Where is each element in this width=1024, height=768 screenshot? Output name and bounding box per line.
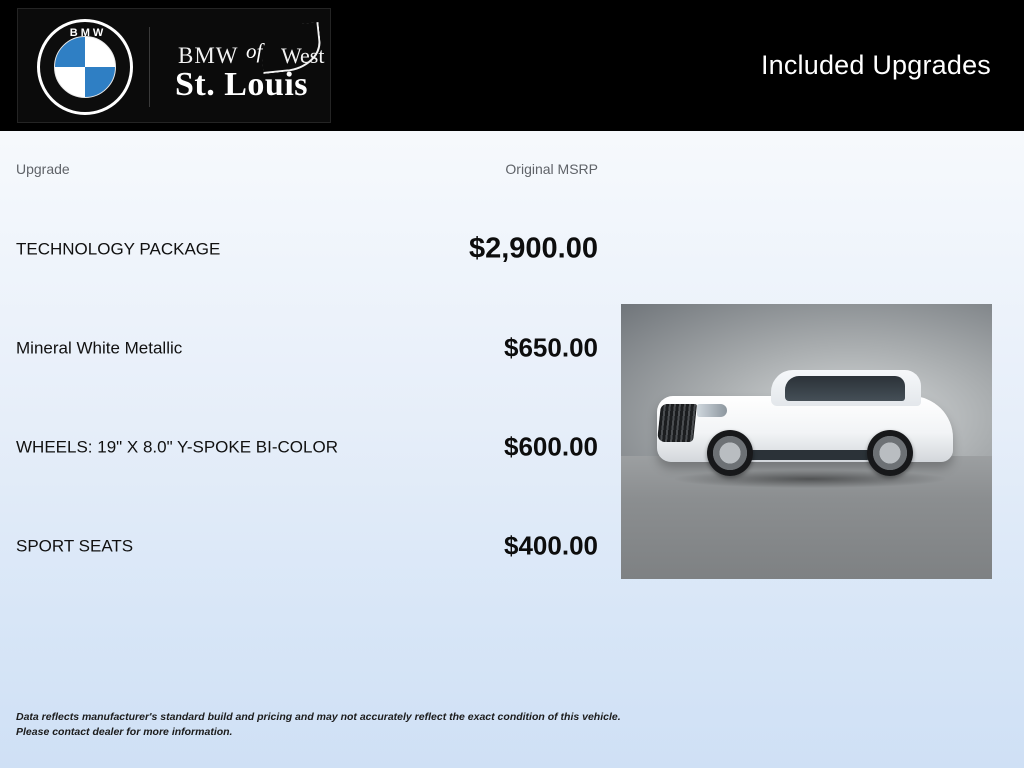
table-row — [0, 199, 1024, 298]
vehicle-headlight — [697, 404, 727, 417]
dealer-logo — [17, 8, 331, 123]
upgrade-price: $650.00 — [504, 332, 598, 362]
bmw-roundel-icon — [37, 19, 133, 115]
upgrade-name: SPORT SEATS — [16, 536, 134, 555]
logo-text-west: West — [281, 43, 325, 68]
bmw-roundel-label: BMW — [69, 27, 107, 39]
disclaimer — [16, 710, 716, 740]
table-header — [0, 131, 1024, 199]
upgrade-name: WHEELS: 19" X 8.0" Y-SPOKE BI-COLOR — [16, 437, 338, 456]
upgrade-name: TECHNOLOGY PACKAGE — [16, 239, 221, 258]
bmw-roundel-quadrants — [54, 36, 116, 98]
logo-divider — [149, 27, 150, 107]
vehicle-side-skirt — [741, 450, 871, 460]
column-header-upgrade: Upgrade — [16, 161, 70, 177]
column-header-msrp: Original MSRP — [505, 161, 598, 177]
disclaimer-line-2: Please contact dealer for more information. — [16, 726, 233, 738]
page-title: Included Upgrades — [760, 50, 991, 80]
vehicle-windows — [785, 376, 905, 401]
vehicle-shadow — [675, 470, 945, 488]
page-header — [0, 0, 1024, 131]
upgrade-price: $600.00 — [504, 431, 598, 461]
logo-text-bmw: BMW — [178, 43, 239, 68]
vehicle-rear-wheel — [867, 430, 913, 476]
upgrade-name: Mineral White Metallic — [16, 338, 183, 357]
vehicle-photo — [621, 304, 992, 579]
vehicle-kidney-grille — [657, 404, 697, 442]
vehicle-front-wheel — [707, 430, 753, 476]
upgrade-price: $2,900.00 — [468, 232, 598, 264]
logo-text-st-louis: St. Louis — [175, 66, 308, 103]
upgrade-price: $400.00 — [504, 530, 598, 560]
logo-text-of: of — [246, 39, 263, 63]
disclaimer-line-1: Data reflects manufacturer's standard build and pricing and may not accurately reflect the exact condition of this vehicle. — [16, 711, 621, 723]
